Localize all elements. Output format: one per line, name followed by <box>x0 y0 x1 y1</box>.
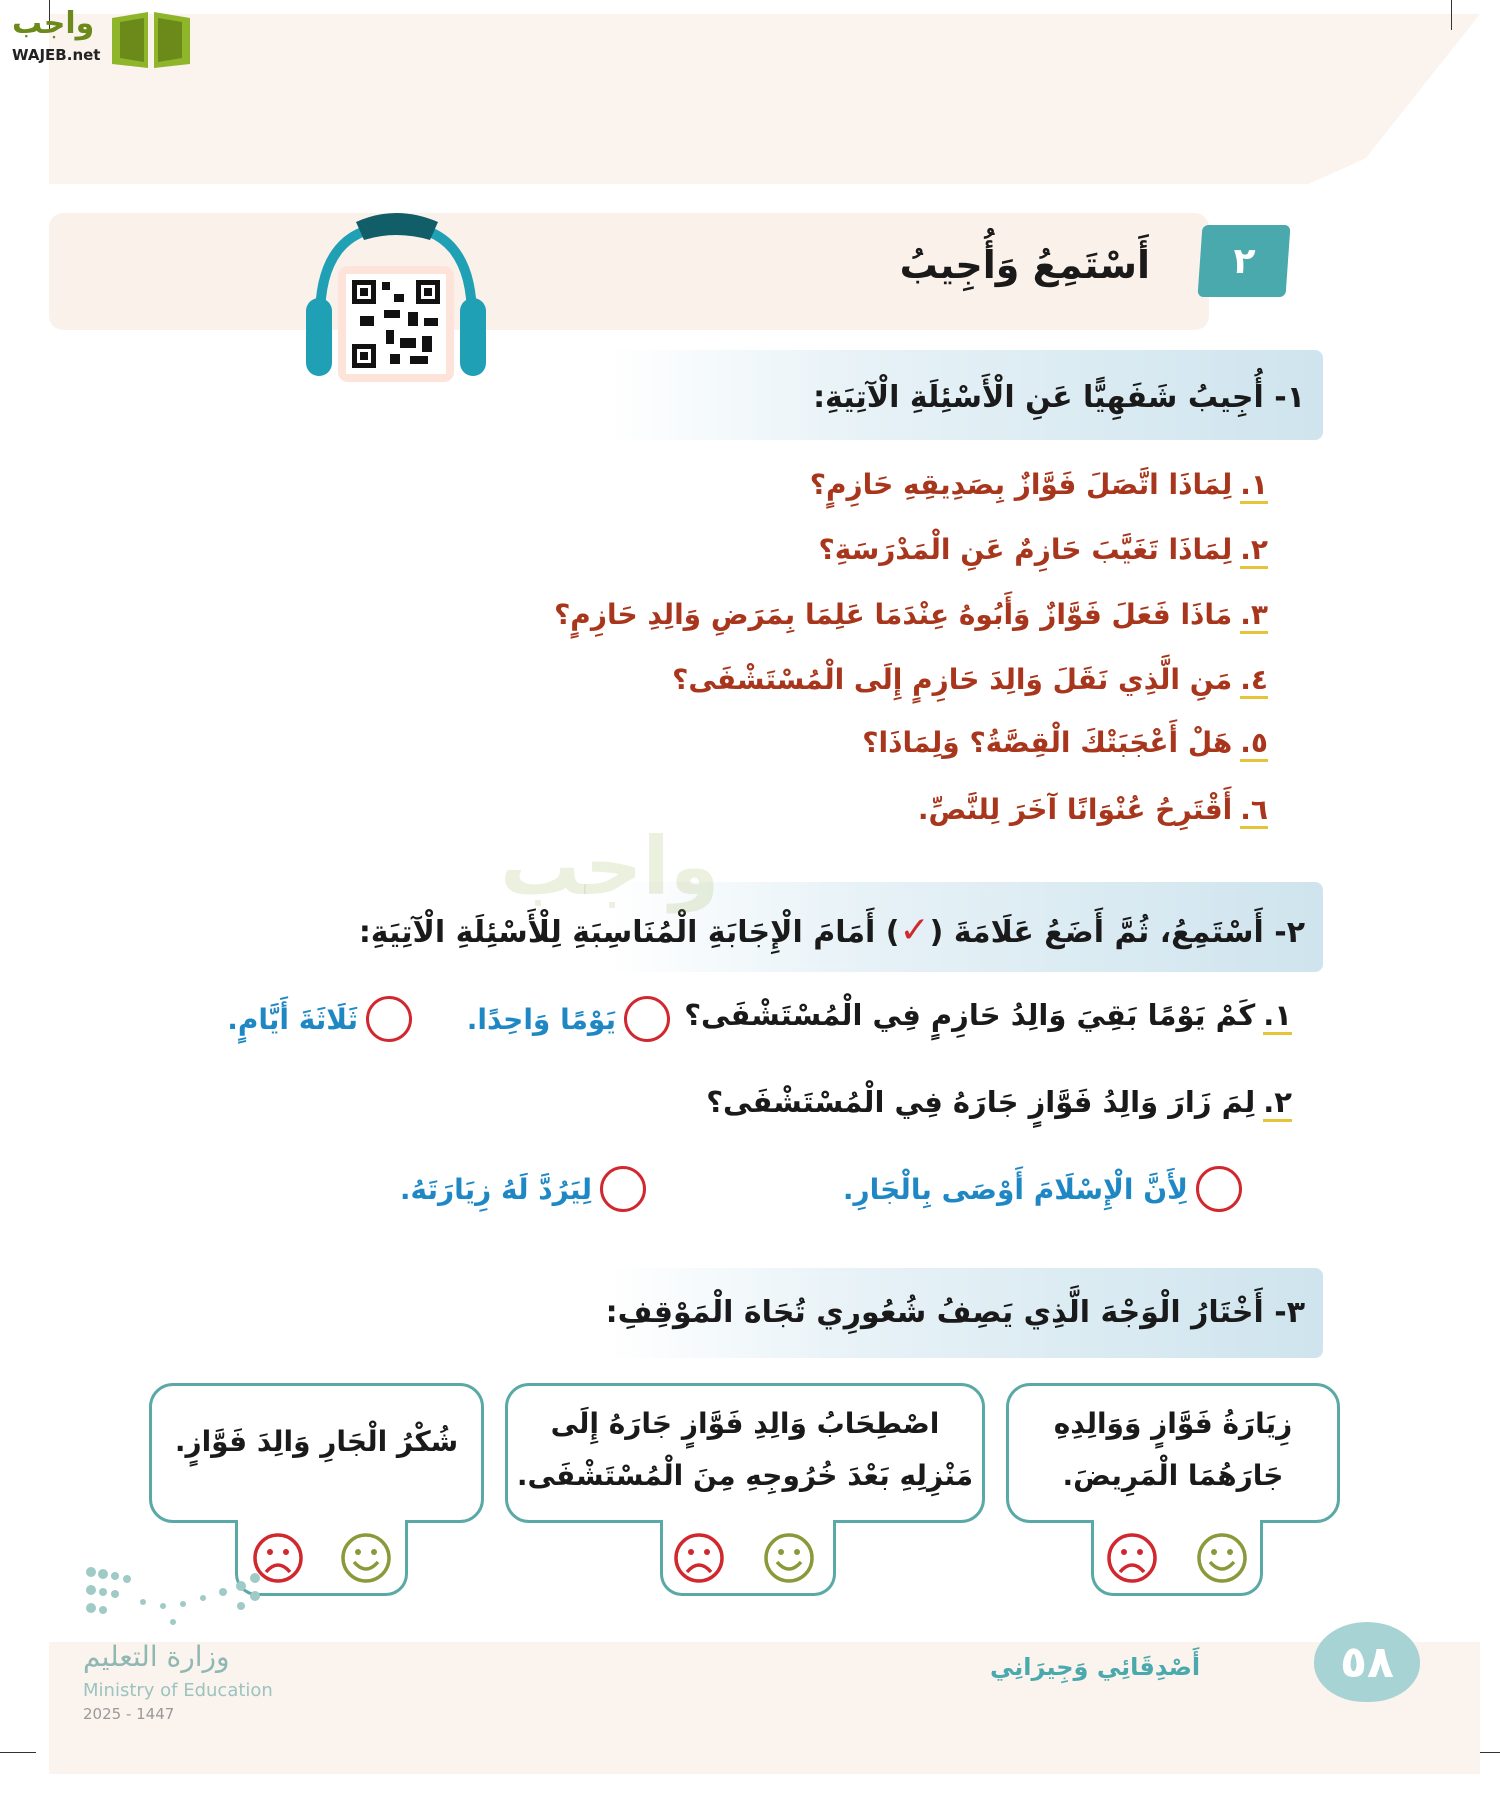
question-item <box>819 533 1268 566</box>
question-text: لِمَاذَا اتَّصَلَ فَوَّازٌ بِصَدِيقِهِ حَازِمٍ؟ <box>809 468 1233 501</box>
logo-en-text: WAJEB.net <box>12 46 101 64</box>
sad-face-icon[interactable] <box>1106 1532 1158 1584</box>
question-number: ٢. <box>1263 1085 1292 1122</box>
ministry-name-en: Ministry of Education <box>83 1680 273 1701</box>
question-number: ٦. <box>1240 793 1268 829</box>
question-item <box>810 468 1268 501</box>
question-number: ١. <box>1240 468 1268 504</box>
answer-radio[interactable] <box>600 1166 646 1212</box>
crop-mark <box>0 1752 36 1753</box>
question-text: لِمَاذَا تَغَيَّبَ حَازِمٌ عَنِ الْمَدْرَسَةِ؟ <box>818 533 1233 566</box>
section3-heading: ٣- أَخْتَارُ الْوَجْهَ الَّذِي يَصِفُ شُعُورِي تُجَاهَ الْمَوْقِفِ: <box>605 1295 1305 1330</box>
crop-mark <box>1451 0 1452 30</box>
ministry-logo-dots-icon <box>83 1562 268 1632</box>
answer-radio[interactable] <box>1196 1166 1242 1212</box>
page-number: ٥٨ <box>1314 1622 1420 1702</box>
watermark-text: واجب <box>500 820 720 913</box>
checkmark-icon: ✓ <box>899 910 930 951</box>
question-number: ٤. <box>1240 663 1268 699</box>
heading-part: ) أَمَامَ الْإِجَابَةِ الْمُنَاسِبَةِ لِلْأَسْئِلَةِ الْآتِيَةِ: <box>358 915 900 950</box>
happy-face-icon[interactable] <box>340 1532 392 1584</box>
option-label: لِأَنَّ الْإِسْلَامَ أَوْصَى بِالْجَارِ. <box>842 1172 1188 1206</box>
wajeb-watermark <box>500 820 720 913</box>
question-number: ٣. <box>1240 598 1268 634</box>
card-line: جَارَهُمَا الْمَرِيضَ. <box>1062 1459 1284 1492</box>
question-text: مَاذَا فَعَلَ فَوَّازٌ وَأَبُوهُ عِنْدَمَا عَلِمَا بِمَرَضِ وَالِدِ حَازِمٍ؟ <box>554 598 1233 631</box>
top-decorative-band <box>49 14 1480 184</box>
section1-heading: ١- أُجِيبُ شَفَهِيًّا عَنِ الْأَسْئِلَةِ الْآتِيَةِ: <box>813 380 1305 415</box>
card-text <box>152 1386 481 1468</box>
question-number: ٢. <box>1240 533 1268 569</box>
headphones-qr-icon[interactable] <box>300 208 492 384</box>
card-text <box>1009 1386 1337 1502</box>
happy-face-icon[interactable] <box>763 1532 815 1584</box>
logo-text: واجب <box>12 6 95 41</box>
card-text <box>508 1386 982 1502</box>
section2-heading <box>359 910 1305 951</box>
wajeb-logo <box>8 6 188 66</box>
question-text: مَنِ الَّذِي نَقَلَ وَالِدَ حَازِمٍ إِلَى الْمُسْتَشْفَى؟ <box>672 663 1233 696</box>
book-icon <box>108 8 194 70</box>
ministry-name-ar: وزارة التعليم <box>83 1640 230 1673</box>
card-line: شُكْرُ الْجَارِ وَالِدَ فَوَّازٍ. <box>174 1425 459 1458</box>
question-text: كَمْ يَوْمًا بَقِيَ وَالِدُ حَازِمٍ فِي الْمُسْتَشْفَى؟ <box>684 998 1256 1032</box>
card-line: مَنْزِلِهِ بَعْدَ خُرُوجِهِ مِنَ الْمُسْتَشْفَى. <box>516 1459 974 1492</box>
situation-card <box>149 1383 484 1523</box>
option-label: ثَلَاثَةَ أَيَّامٍ. <box>227 1002 358 1036</box>
question-item <box>918 793 1268 826</box>
question-item <box>672 663 1268 696</box>
situation-card <box>1006 1383 1340 1523</box>
edition-year: 2025 - 1447 <box>83 1705 175 1723</box>
answer-radio[interactable] <box>366 996 412 1042</box>
answer-option[interactable] <box>227 996 412 1042</box>
card-line: اصْطِحَابُ وَالِدِ فَوَّازٍ جَارَهُ إِلَى <box>550 1407 940 1440</box>
sad-face-icon[interactable] <box>673 1532 725 1584</box>
happy-face-icon[interactable] <box>1196 1532 1248 1584</box>
question-number: ١. <box>1263 998 1292 1035</box>
question-text: أَقْتَرِحُ عُنْوَانًا آخَرَ لِلنَّصِّ. <box>917 793 1233 826</box>
page-title: أَسْتَمِعُ وَأُجِيبُ <box>899 243 1150 287</box>
answer-option[interactable] <box>467 996 670 1042</box>
situation-card <box>505 1383 985 1523</box>
option-label: يَوْمًا وَاحِدًا. <box>466 1002 616 1036</box>
card-line: زِيَارَةُ فَوَّازٍ وَوَالِدِهِ <box>1053 1407 1293 1440</box>
option-label: لِيَرُدَّ لَهُ زِيَارَتَهُ. <box>399 1172 592 1206</box>
question-text: هَلْ أَعْجَبَتْكَ الْقِصَّةُ؟ وَلِمَاذَا؟ <box>862 726 1233 759</box>
heading-part: ٢- أَسْتَمِعُ، ثُمَّ أَضَعُ عَلَامَةَ ( <box>929 915 1305 950</box>
section-number-badge: ٢ <box>1197 225 1290 297</box>
mcq-question <box>706 1085 1292 1119</box>
question-item <box>862 726 1268 759</box>
answer-option[interactable] <box>400 1166 646 1212</box>
question-text: لِمَ زَارَ وَالِدُ فَوَّازٍ جَارَهُ فِي الْمُسْتَشْفَى؟ <box>706 1085 1256 1119</box>
answer-radio[interactable] <box>624 996 670 1042</box>
mcq-question <box>684 998 1292 1032</box>
question-item <box>554 598 1268 631</box>
footer-band <box>49 1642 1480 1774</box>
answer-option[interactable] <box>843 1166 1242 1212</box>
unit-title: أَصْدِقَائِي وَجِيرَانِي <box>990 1653 1201 1681</box>
question-number: ٥. <box>1240 726 1268 762</box>
